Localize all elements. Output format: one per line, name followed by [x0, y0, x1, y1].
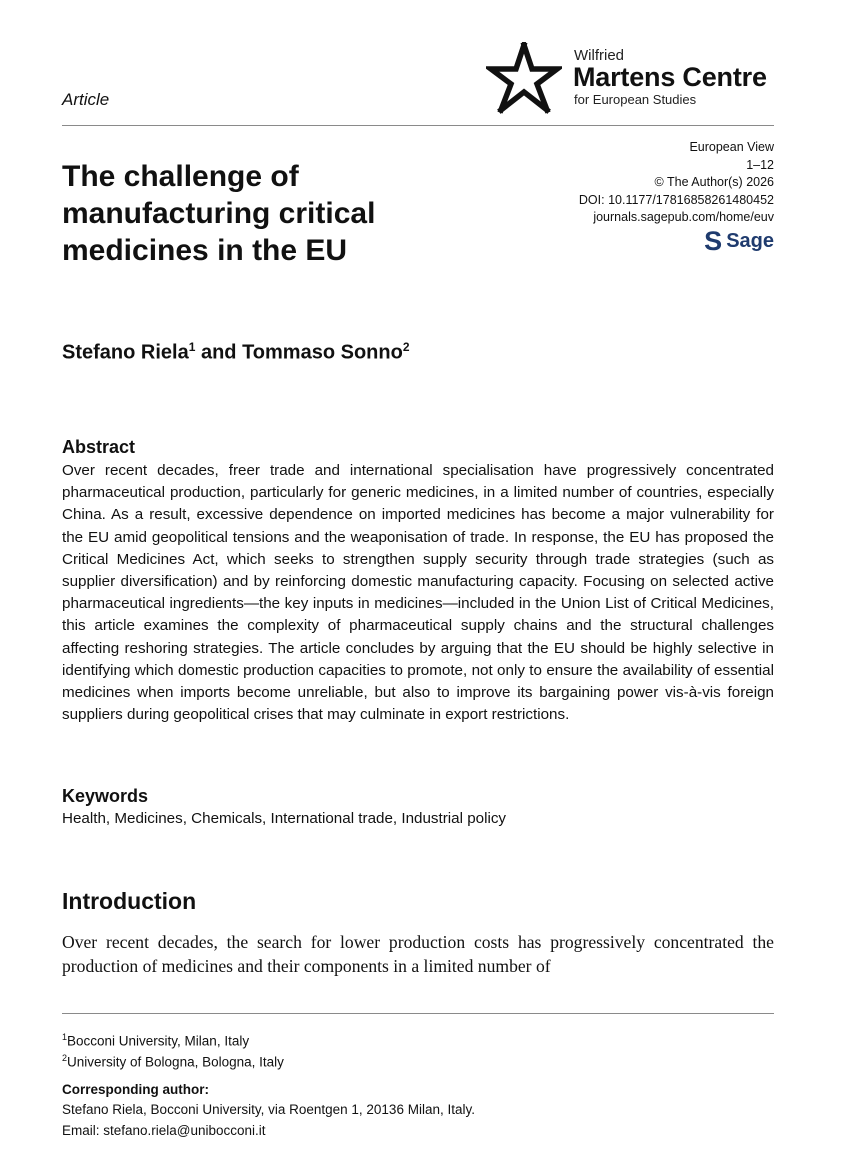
- author-1: Stefano Riela: [62, 341, 189, 364]
- introduction-text: Over recent decades, the search for lower production costs has progressively concentrated the production of medicines and their components in a limited number of: [62, 932, 774, 976]
- keywords-heading: Keywords: [62, 786, 149, 806]
- sage-s-icon: S: [704, 226, 723, 256]
- author-conjunction: and: [195, 341, 243, 364]
- journal-doi: DOI: 10.1177/17816858261480452: [578, 192, 774, 207]
- author-2: Tommaso Sonno: [242, 341, 403, 364]
- affiliation-2-mark: 2: [62, 1053, 68, 1063]
- corresponding-author-email[interactable]: Email: stefano.riela@unibocconi.it: [62, 1123, 266, 1138]
- introduction-heading: Introduction: [62, 888, 197, 914]
- star-icon: [486, 42, 562, 114]
- logo-org-line1: Wilfried: [574, 47, 625, 64]
- footnote-rule: [62, 1013, 774, 1014]
- keywords-text: Health, Medicines, Chemicals, International trade, Industrial policy: [62, 810, 507, 827]
- article-type-label: Article: [62, 90, 110, 109]
- journal-url[interactable]: journals.sagepub.com/home/euv: [593, 210, 774, 224]
- author-2-affiliation-mark: 2: [402, 340, 410, 354]
- publisher-logo: [704, 228, 774, 255]
- corresponding-author-label: Corresponding author:: [62, 1082, 209, 1097]
- header-rule: [62, 125, 774, 126]
- affiliation-2: [62, 1048, 284, 1073]
- publisher-name: Sage: [726, 230, 774, 252]
- author-line: [62, 340, 410, 365]
- journal-name: European View: [689, 140, 774, 154]
- journal-pages: 1–12: [746, 157, 774, 172]
- affiliation-2-text: University of Bologna, Bologna, Italy: [67, 1054, 284, 1070]
- affiliation-1-text: Bocconi University, Milan, Italy: [67, 1033, 250, 1049]
- article-title: The challenge of manufacturing critical medicines in the EU: [62, 160, 376, 267]
- logo-org-line3: for European Studies: [574, 92, 697, 107]
- author-1-affiliation-mark: 1: [188, 340, 196, 354]
- corresponding-author-address: Stefano Riela, Bocconi University, via Roentgen 1, 20136 Milan, Italy.: [62, 1102, 475, 1117]
- journal-copyright: © The Author(s) 2026: [654, 175, 774, 189]
- journal-info: [579, 139, 774, 227]
- abstract-heading: Abstract: [62, 437, 136, 457]
- logo-org-main: Martens Centre: [573, 62, 767, 92]
- abstract-text: Over recent decades, freer trade and international specialisation have progressively concentrated pharmaceutical production, particularly for generic medicines, in a limited number of countries, especially China. As a result, excessive dependence on imported medicines has become a major vulnerability for the EU amid geopolitical tensions and the weaponisation of trade. In response, the EU has proposed the Critical Medicines Act, which seeks to strengthen supply security through trade strategies (such as supplier diversification) and by reinforcing domestic manufacturing capacity. Focusing on selected active pharmaceutical ingredients—the key inputs in medicines—included in the Union List of Critical Medicines, this article examines the complexity of pharmaceutical supply chains and the structural challenges affecting reshoring strategies. The article concludes by arguing that the EU should be highly selective in identifying which domestic production capacities to promote, not only to ensure the availability of essential medicines when imports become unreliable, but also to improve its bargaining power vis-à-vis foreign suppliers during geopolitical crises that may culminate in export restrictions.: [62, 462, 774, 724]
- affiliation-1-mark: 1: [62, 1032, 68, 1042]
